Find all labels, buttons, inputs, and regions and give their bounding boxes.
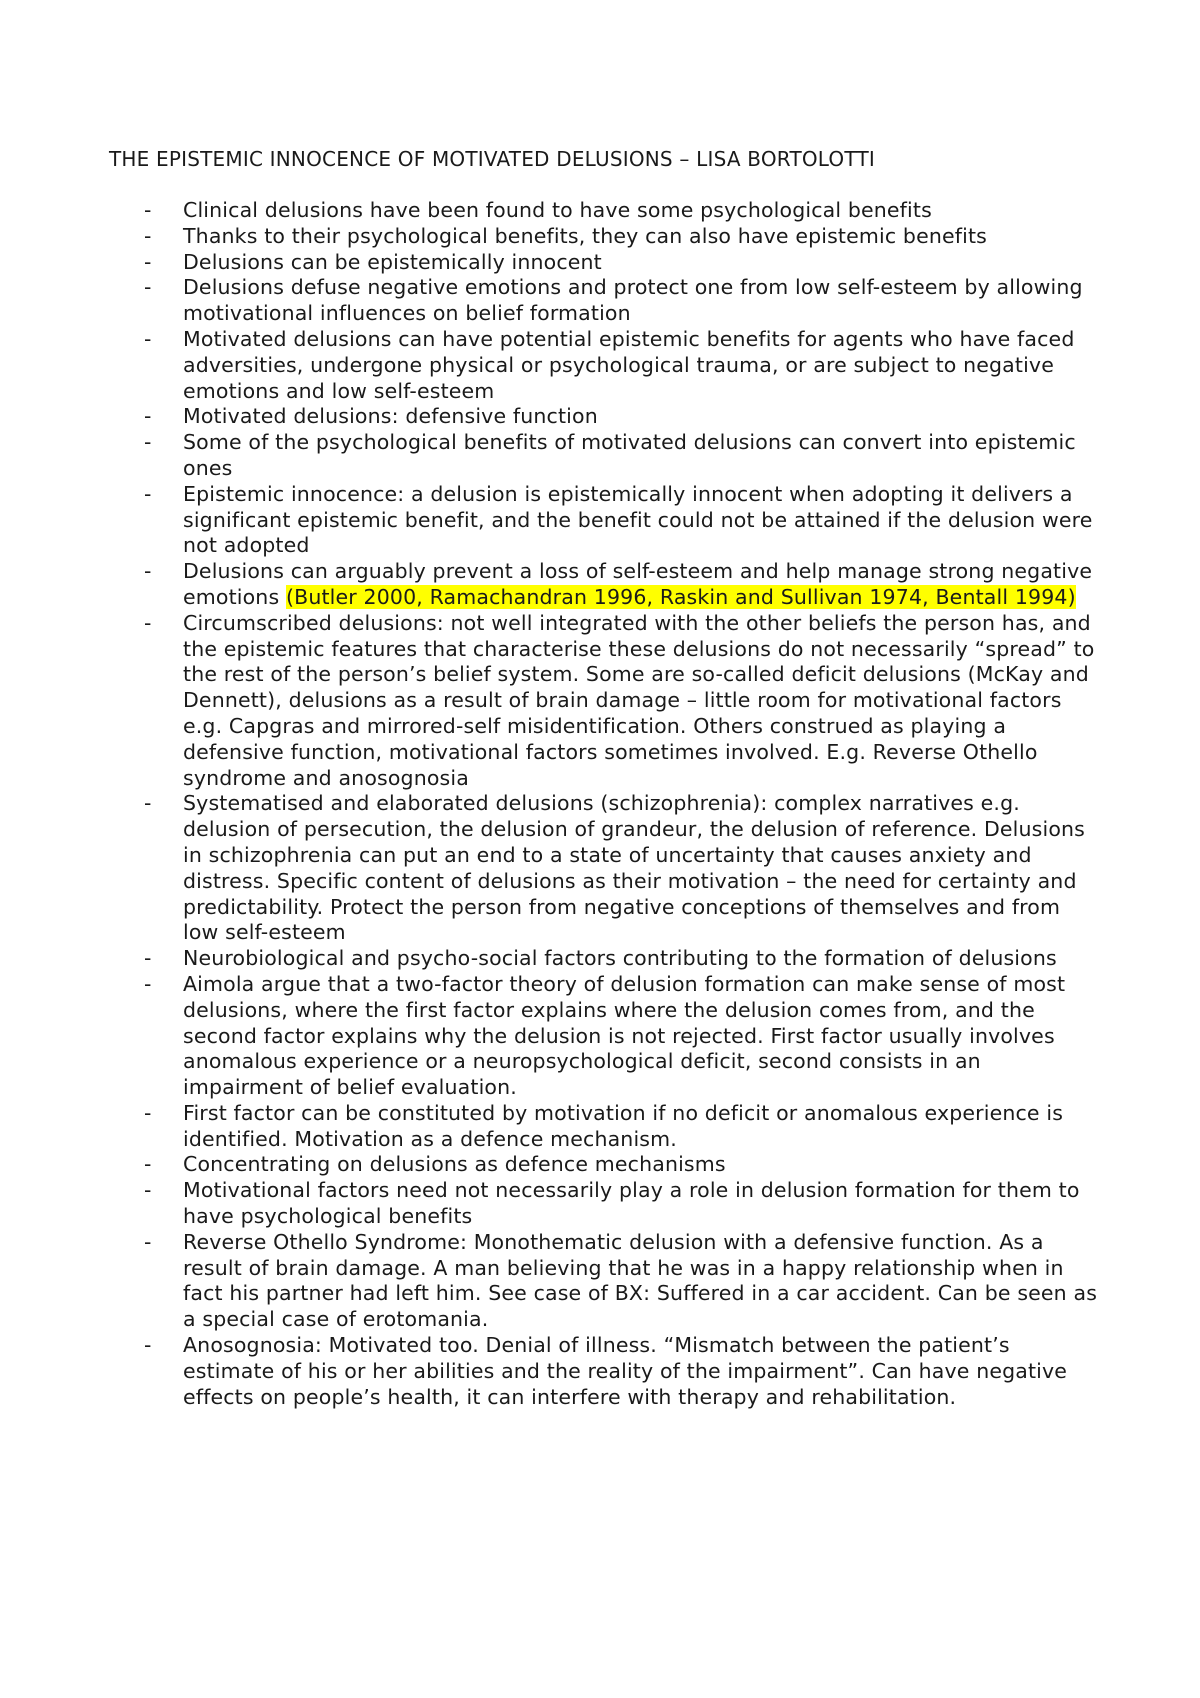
bullet-text: Motivated delusions can have potential epistemic benefits for agents who have faced adversities, undergone physical or psychological trauma, or are subject to negative emotions and low self-esteem	[183, 326, 1075, 403]
bullet-list	[0, 198, 1200, 1410]
list-item	[0, 275, 1100, 327]
bullet-marker: -	[144, 1178, 152, 1203]
bullet-text: Epistemic innocence: a delusion is epistemically innocent when adopting it delivers a significant epistemic benefit, and the benefit could not be attained if the delusion were not adopted	[183, 481, 1093, 558]
list-item	[0, 1333, 1100, 1410]
bullet-text: Neurobiological and psycho-social factors contributing to the formation of delusions	[183, 946, 1057, 971]
bullet-marker: -	[144, 946, 152, 971]
bullet-marker: -	[144, 1333, 152, 1358]
list-item	[0, 611, 1100, 792]
list-item	[0, 972, 1100, 1101]
bullet-marker: -	[144, 971, 152, 996]
bullet-marker: -	[144, 610, 152, 635]
list-item	[0, 404, 1100, 430]
citation-highlight: (Butler 2000, Ramachandran 1996, Raskin and Sullivan 1974, Bentall 1994)	[285, 584, 1076, 609]
bullet-marker: -	[144, 326, 152, 351]
bullet-marker: -	[144, 430, 152, 455]
list-item	[0, 1230, 1100, 1333]
bullet-marker: -	[144, 223, 152, 248]
bullet-marker: -	[144, 198, 152, 222]
bullet-marker: -	[144, 559, 152, 584]
bullet-text: Delusions defuse negative emotions and protect one from low self-esteem by allowing motivational influences on belief formation	[183, 275, 1083, 326]
bullet-text: Reverse Othello Syndrome: Monothematic delusion with a defensive function. As a result of brain damage. A man believing that he was in a happy relationship when in fact his partner had left him. See case of BX: Suffered in a car accident. Can be seen as a special case of erotomania.	[183, 1229, 1098, 1332]
bullet-marker: -	[144, 1152, 152, 1177]
bullet-text: Clinical delusions have been found to have some psychological benefits	[183, 198, 932, 222]
bullet-marker: -	[144, 791, 152, 816]
list-item	[0, 430, 1100, 482]
bullet-marker: -	[144, 1100, 152, 1125]
bullet-text: Concentrating on delusions as defence mechanisms	[183, 1152, 726, 1177]
bullet-marker: -	[144, 249, 152, 274]
bullet-text: Aimola argue that a two-factor theory of delusion formation can make sense of most delusions, where the first factor explains where the delusion comes from, and the second factor explains why the delusion is not rejected. First factor usually involves anomalous experience or a neuropsychological deficit, second consists in an impairment of belief evaluation.	[183, 971, 1066, 1100]
bullet-text: Circumscribed delusions: not well integrated with the other beliefs the person has, and the epistemic features that characterise these delusions do not necessarily “spread” to the rest of the person’s belief system. Some are so-called deficit delusions (McKay and Dennett), delusions as a result of brain damage – little room for motivational factors e.g. Capgras and mirrored-self misidentification. Others construed as playing a defensive function, motivational factors sometimes involved. E.g. Reverse Othello syndrome and anosognosia	[183, 610, 1095, 790]
bullet-text: Thanks to their psychological benefits, they can also have epistemic benefits	[183, 223, 987, 248]
bullet-text: Delusions can arguably prevent a loss of self-esteem and help manage strong negative emotions	[183, 559, 1093, 609]
list-item	[0, 482, 1100, 559]
bullet-text: Motivated delusions: defensive function	[183, 404, 598, 429]
document-title: THE EPISTEMIC INNOCENCE OF MOTIVATED DELUSIONS – LISA BORTOLOTTI	[109, 147, 875, 171]
list-item	[0, 1101, 1100, 1153]
bullet-text: First factor can be constituted by motivation if no deficit or anomalous experience is identified. Motivation as a defence mechanism.	[183, 1100, 1064, 1151]
list-item	[0, 946, 1100, 972]
bullet-marker: -	[144, 1229, 152, 1254]
bullet-text: Some of the psychological benefits of motivated delusions can convert into epistemic ones	[183, 430, 1076, 480]
list-item	[0, 1152, 1100, 1178]
list-item	[0, 791, 1100, 946]
bullet-marker: -	[144, 275, 152, 300]
bullet-marker: -	[144, 481, 152, 506]
list-item	[0, 559, 1100, 611]
bullet-text: Motivational factors need not necessarily play a role in delusion formation for them to have psychological benefits	[183, 1178, 1080, 1229]
bullet-text: Anosognosia: Motivated too. Denial of illness. “Mismatch between the patient’s estimate of his or her abilities and the reality of the impairment”. Can have negative effects on people’s health, it can interfere with therapy and rehabilitation.	[183, 1333, 1068, 1409]
list-item	[0, 224, 1100, 250]
list-item	[0, 1178, 1100, 1230]
list-item	[0, 250, 1100, 276]
list-item	[0, 327, 1100, 404]
list-item	[0, 198, 1100, 224]
bullet-text: Systematised and elaborated delusions (schizophrenia): complex narratives e.g. delusion of persecution, the delusion of grandeur, the delusion of reference. Delusions in schizophrenia can put an end to a state of uncertainty that causes anxiety and distress. Specific content of delusions as their motivation – the need for certainty and predictability. Protect the person from negative conceptions of themselves and from low self-esteem	[183, 791, 1085, 945]
bullet-marker: -	[144, 404, 152, 429]
bullet-text: Delusions can be epistemically innocent	[183, 249, 602, 274]
